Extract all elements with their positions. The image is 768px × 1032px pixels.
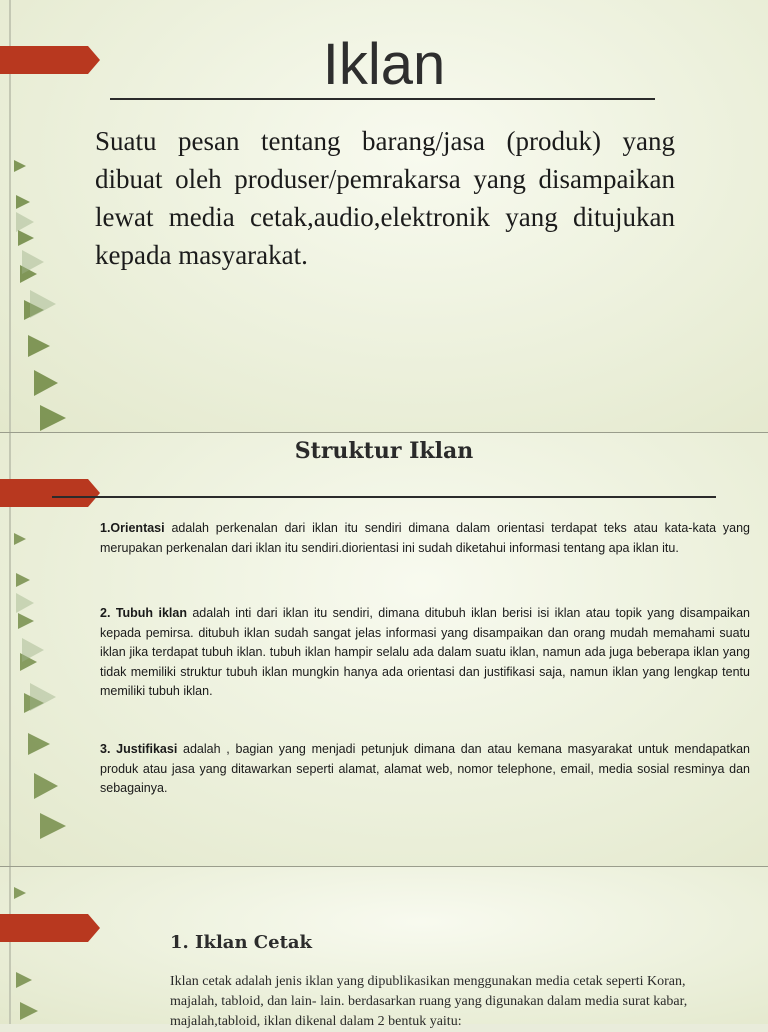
leaf-arrow-decoration — [0, 867, 110, 1024]
title-underline — [52, 496, 716, 498]
item-label: 3. Justifikasi — [100, 742, 178, 756]
section-title: Struktur Iklan — [294, 438, 474, 464]
page-title: Iklan — [322, 32, 446, 97]
item-label: 2. Tubuh iklan — [100, 606, 187, 620]
struktur-item-justifikasi — [100, 740, 750, 799]
item-text: adalah perkenalan dari iklan itu sendiri dimana dalam orientasi terdapat teks atau kata-kata yang merupakan perkenalan dari iklan itu sendiri.diorientasi ini sudah diketahui informasi tentang apa iklan itu. — [100, 521, 750, 555]
accent-arrow-tab — [0, 914, 100, 942]
accent-arrow-tab — [0, 479, 100, 507]
slide-iklan — [0, 0, 768, 432]
item-text: adalah inti dari iklan itu sendiri, dimana ditubuh iklan berisi isi iklan atau topik yang disampaikan kepada pemirsa. ditubuh iklan sudah sangat jelas informasi yang disampaikan dan orang mudah memahami suatu iklan jika terdapat tubuh iklan. tubuh iklan hampir selalu ada dalam suatu iklan, namun ada juga beberapa iklan yang tidak memiliki struktur tubuh iklan mungkin hanya ada orientasi dan justifikasi saja, namun iklan yang lengkap tentu memiliki tubuh iklan. — [100, 606, 750, 698]
struktur-item-tubuh-iklan — [100, 604, 750, 702]
item-label: 1.Orientasi — [100, 521, 165, 535]
title-underline — [110, 98, 655, 100]
definition-text: Suatu pesan tentang barang/jasa (produk) yang dibuat oleh produser/pemrakarsa yang disampaikan lewat media cetak,audio,elektronik yang ditujukan kepada masyarakat. — [95, 126, 675, 270]
section-title: 1. Iklan Cetak — [170, 932, 313, 953]
struktur-item-orientasi — [100, 519, 750, 558]
item-text: adalah , bagian yang menjadi petunjuk dimana dan atau kemana masyarakat untuk mendapatkan produk atau jasa yang ditawarkan seperti alamat, alamat web, nomor telephone, email, media sosial resminya dan sebagainya. — [100, 742, 750, 795]
iklan-cetak-text: Iklan cetak adalah jenis iklan yang dipublikasikan menggunakan media cetak seperti Koran, majalah, tabloid, dan lain- lain. berdasarkan ruang yang digunakan dalam media surat kabar, majalah,tabloid, iklan dikenal dalam 2 bentuk yaitu: — [170, 974, 688, 1029]
